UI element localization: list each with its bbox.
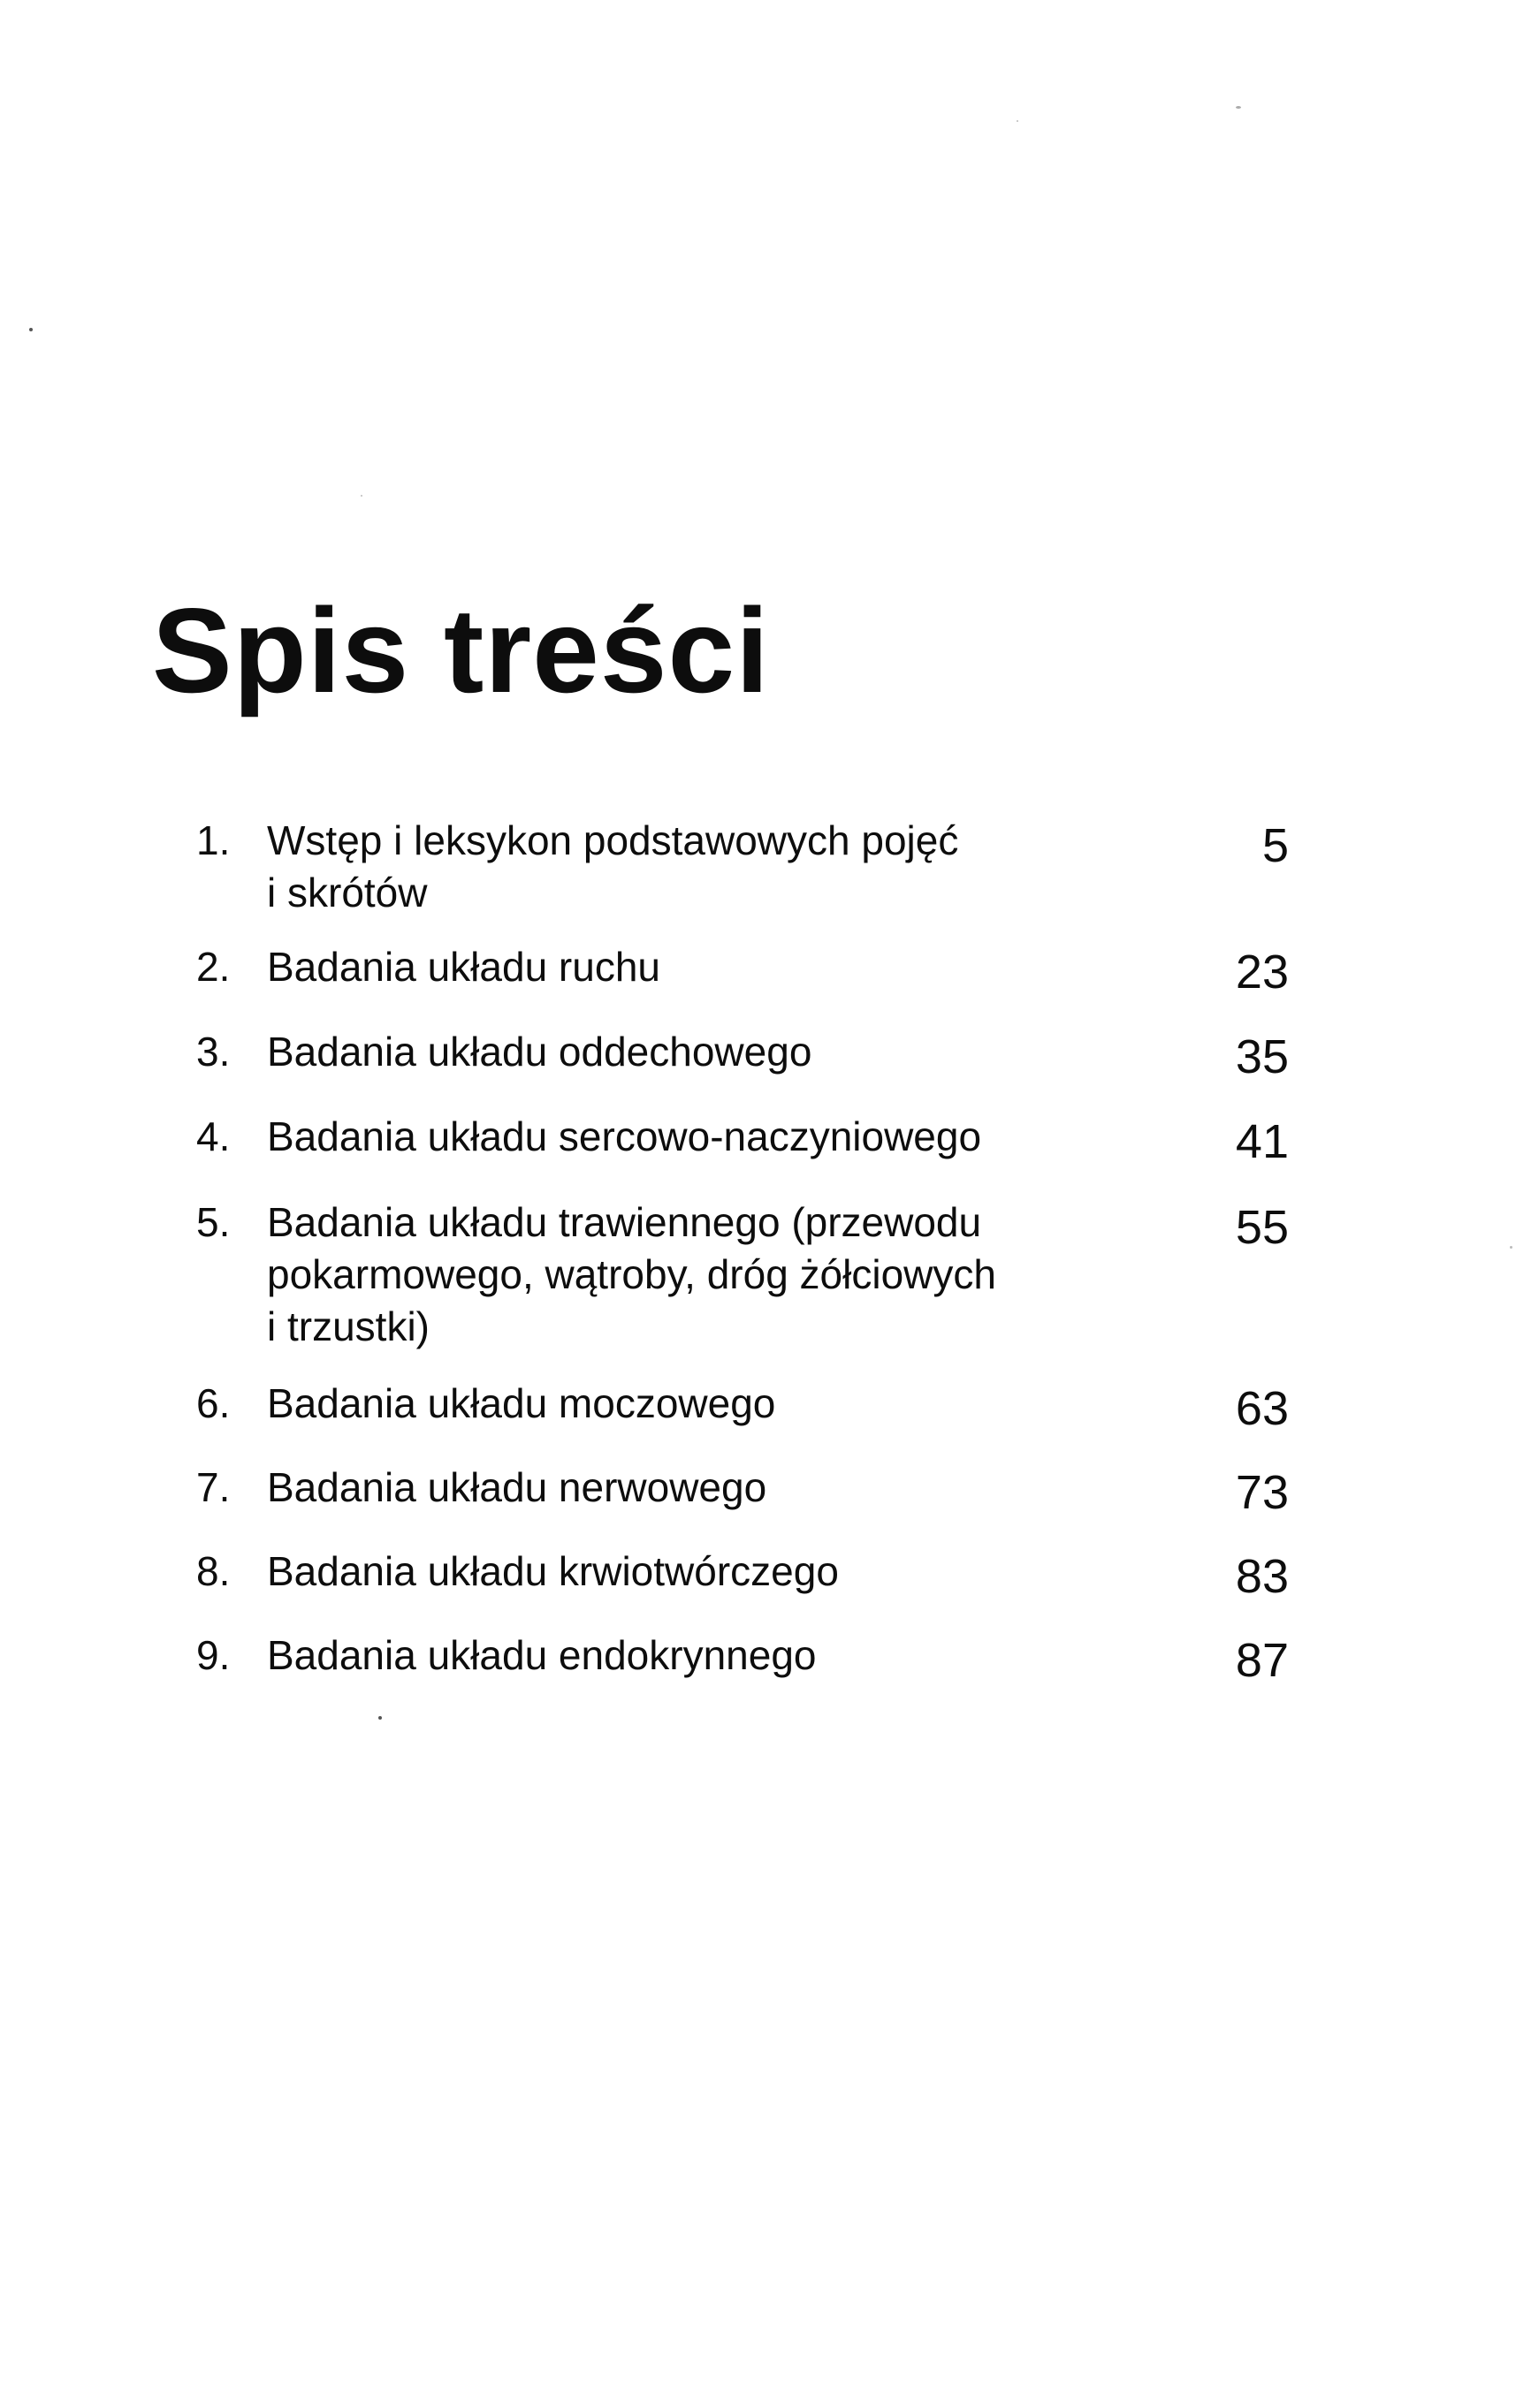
toc-entry-number: 3. xyxy=(196,1029,231,1075)
scan-speck xyxy=(1017,120,1018,122)
toc-entry-number: 1. xyxy=(196,817,231,863)
toc-entry-page: 5 xyxy=(1261,819,1289,872)
toc-entry-page: 87 xyxy=(1235,1634,1289,1687)
page-title: Spis treści xyxy=(152,583,770,718)
toc-entry-page: 35 xyxy=(1235,1030,1289,1083)
toc-entry-number: 8. xyxy=(196,1548,231,1594)
scan-speck xyxy=(361,495,362,497)
toc-entry-title: Wstęp i leksykon podstawowych pojęć i skrótów xyxy=(267,817,959,915)
toc-entry-page: 83 xyxy=(1235,1550,1289,1603)
toc-entry-number: 4. xyxy=(196,1113,231,1159)
scan-speck xyxy=(378,1716,382,1720)
toc-entry-page: 63 xyxy=(1235,1382,1289,1435)
toc-entry-title: Badania układu oddechowego xyxy=(267,1029,812,1075)
scan-speck xyxy=(29,328,33,331)
toc-entry-number: 5. xyxy=(196,1199,231,1245)
scan-speck xyxy=(1510,1246,1512,1249)
toc-entry-page: 55 xyxy=(1235,1201,1289,1254)
toc-entry-title: Badania układu ruchu xyxy=(267,944,660,990)
toc-entry-title: Badania układu nerwowego xyxy=(267,1464,767,1510)
toc-entry-number: 6. xyxy=(196,1380,231,1426)
toc-entry-page: 73 xyxy=(1235,1466,1289,1519)
toc-entry-title: Badania układu trawiennego (przewodu pokarmowego, wątroby, dróg żółciowych i trzustki) xyxy=(267,1199,996,1349)
toc-entry-number: 2. xyxy=(196,944,231,990)
scan-speck xyxy=(1236,106,1241,109)
toc-entry-title: Badania układu krwiotwórczego xyxy=(267,1548,839,1594)
toc-entry-page: 41 xyxy=(1235,1115,1289,1168)
toc-entry-page: 23 xyxy=(1235,946,1289,999)
toc-entry-number: 7. xyxy=(196,1464,231,1510)
toc-entry-title: Badania układu moczowego xyxy=(267,1380,776,1426)
toc-entry-title: Badania układu sercowo-naczyniowego xyxy=(267,1113,982,1159)
toc-entry-number: 9. xyxy=(196,1632,231,1678)
toc-entry-title: Badania układu endokrynnego xyxy=(267,1632,817,1678)
